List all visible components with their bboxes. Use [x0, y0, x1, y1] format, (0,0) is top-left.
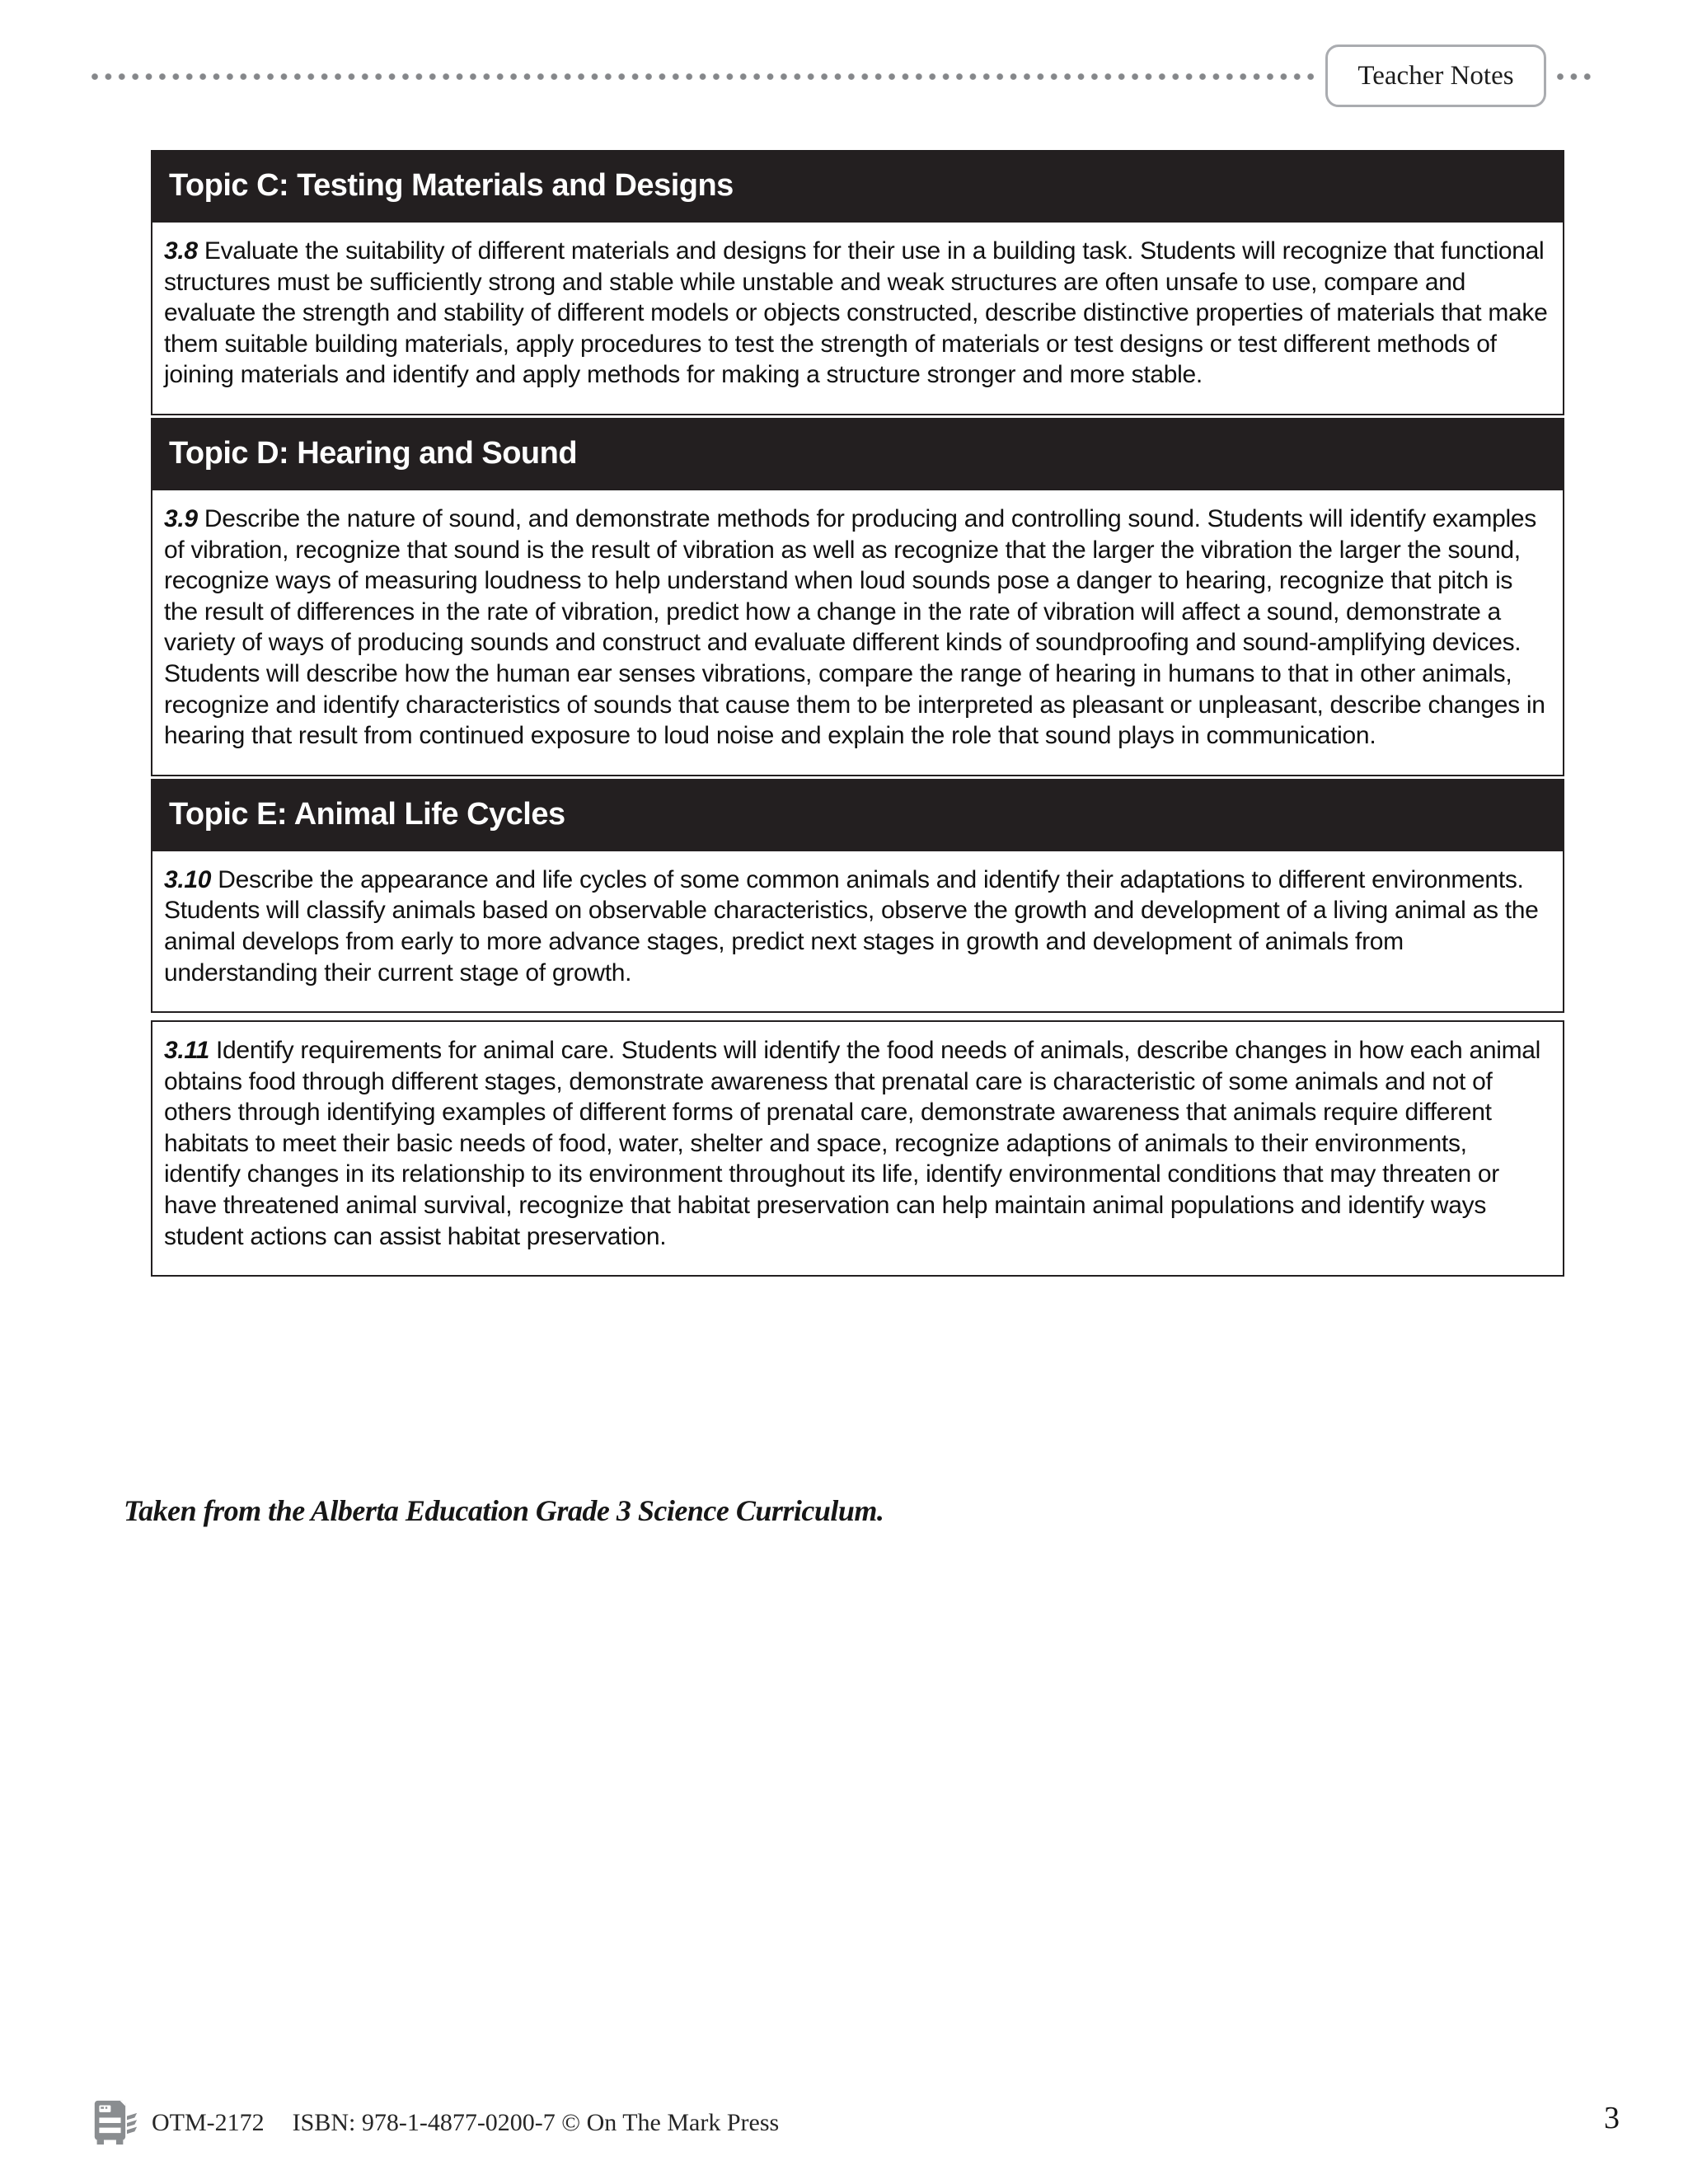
paragraph-3-11 [164, 1035, 1550, 1252]
section-body-3-10 [151, 850, 1564, 1013]
page-number: 3 [1604, 2101, 1620, 2135]
outcome-text-3-9: Describe the nature of sound, and demonstrate methods for producing and controlling sound. Students will identify examples of vibration, recognize that sound is the result of vibration as well as recognize that the larger the vibration the larger the sound, recognize ways of measuring loudness to help understand when loud sounds pose a danger to hearing, recognize that pitch is the result of differences in the rate of vibration, predict how a change in the rate of vibration will affect a sound, demonstrate a variety of ways of producing sounds and construct and evaluate different kinds of soundproofing and sound-amplifying devices. Students will describe how the human ear senses vibrations, compare the range of hearing in humans to that in other animals, recognize and identify characteristics of sounds that cause them to be interpreted as pleasant or unpleasant, describe changes in hearing that result from continued exposure to loud noise and explain the role that sound plays in communication. [164, 504, 1545, 750]
footer-product-code: OTM-2172 [152, 2109, 265, 2136]
section-header-topic-d [151, 418, 1564, 489]
copier-icon [92, 2098, 138, 2148]
paragraph-3-9 [164, 504, 1550, 752]
paragraph-3-8 [164, 236, 1550, 391]
dotted-line-tail [1556, 73, 1597, 81]
outcome-number-3-11: 3.11 [164, 1037, 209, 1065]
teacher-notes-badge [1325, 45, 1546, 107]
topic-d-title: Topic D: Hearing and Sound [169, 435, 578, 471]
outcome-text-3-8: Evaluate the suitability of different materials and designs for their use in a building task. Students will recognize that functional structures must be sufficiently strong and stable while unstable and weak structures are often unsafe to use, compare and evaluate the strength and stability of different models or objects constructed, describe distinctive properties of materials that make them suitable building materials, apply procedures to test the strength of materials or test designs or test different methods of joining materials and identify and apply methods for making a structure stronger and more stable. [164, 237, 1548, 389]
attribution-note: Taken from the Alberta Education Grade 3 Science Curriculum. [124, 1494, 884, 1527]
outcome-number-3-8: 3.8 [164, 237, 198, 265]
dotted-line [91, 73, 1320, 81]
footer-isbn: ISBN: 978-1-4877-0200-7 © On The Mark Press [292, 2109, 780, 2136]
outcome-number-3-9: 3.9 [164, 504, 198, 532]
paragraph-3-10 [164, 865, 1550, 988]
outcome-text-3-10: Describe the appearance and life cycles of some common animals and identify their adaptations to different environments. Students will classify animals based on observable characteristics, observe the growth and development of a living animal as the animal develops from early to more advance stages, predict next stages in growth and development of animals from understanding their current stage of growth. [164, 865, 1539, 987]
outcome-text-3-11: Identify requirements for animal care. Students will identify the food needs of animals, describe changes in how each animal obtains food through different stages, demonstrate awareness that prenatal care is characteristic of some animals and not of others through identifying examples of different forms of prenatal care, demonstrate awareness that animals require different habitats to meet their basic needs of food, water, shelter and space, recognize adaptions of animals to their environments, identify changes in its relationship to its environment throughout its life, identify environmental conditions that may threaten or have threatened animal survival, recognize that habitat preservation can help maintain animal populations and identify ways student actions can assist habitat preservation. [164, 1037, 1541, 1250]
page-footer [92, 2097, 779, 2149]
section-header-topic-e [151, 779, 1564, 850]
section-body-3-9 [151, 489, 1564, 776]
topic-c-title: Topic C: Testing Materials and Designs [169, 168, 734, 203]
section-body-3-11 [151, 1020, 1564, 1277]
topic-e-title: Topic E: Animal Life Cycles [169, 796, 565, 832]
curriculum-sections [151, 150, 1564, 1277]
teacher-notes-label: Teacher Notes [1357, 60, 1514, 91]
section-header-topic-c [151, 150, 1564, 221]
outcome-number-3-10: 3.10 [164, 865, 212, 893]
section-body-3-8 [151, 221, 1564, 415]
